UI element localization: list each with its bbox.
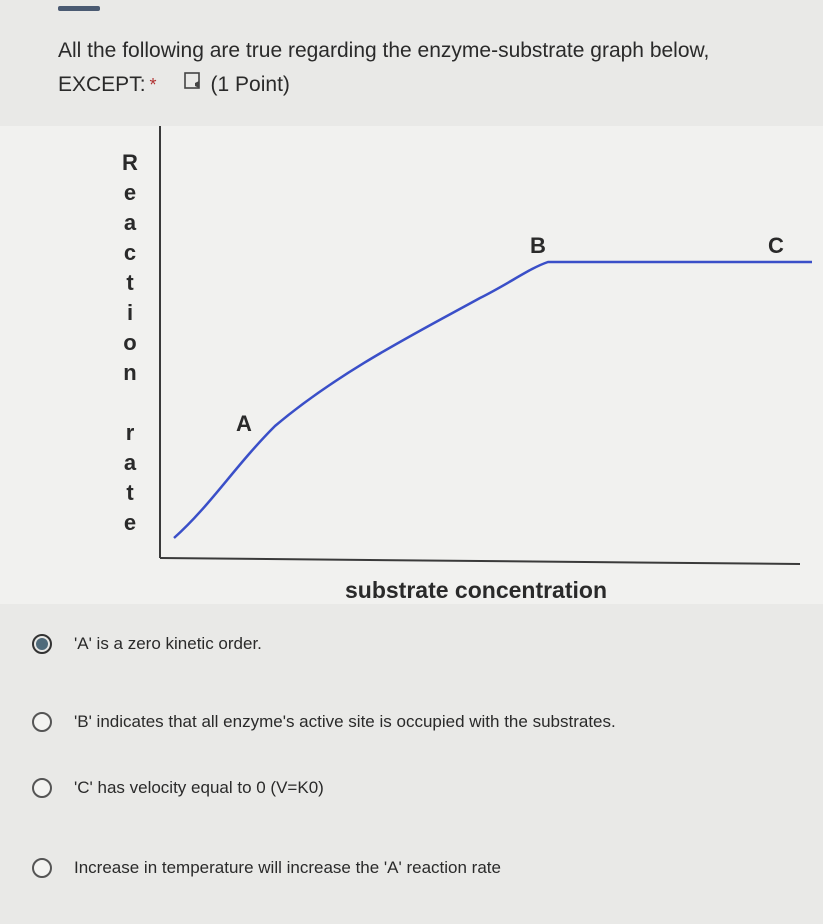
option-label: 'A' is a zero kinetic order.: [74, 634, 262, 653]
point-label-c: C: [768, 233, 784, 258]
radio-button[interactable]: [32, 778, 52, 798]
point-label-a: A: [236, 411, 252, 436]
x-axis-label: substrate concentration: [345, 577, 607, 603]
speaker-icon[interactable]: [183, 68, 203, 102]
y-letter: a: [123, 450, 137, 475]
radio-button[interactable]: [32, 712, 52, 732]
y-letter: e: [123, 180, 137, 205]
y-letter: i: [126, 300, 134, 325]
x-axis: [160, 558, 800, 564]
y-letter: r: [125, 420, 135, 445]
option-label: Increase in temperature will increase the 'A' reaction rate: [74, 858, 501, 877]
option-c[interactable]: [14, 770, 804, 806]
option-label: 'C' has velocity equal to 0 (V=K0): [74, 778, 324, 797]
radio-button[interactable]: [32, 634, 52, 654]
y-letter: c: [123, 240, 137, 265]
y-letter: a: [123, 210, 137, 235]
y-axis-label: [112, 148, 148, 538]
option-d[interactable]: [14, 850, 804, 886]
option-a[interactable]: [14, 626, 804, 662]
y-letter: o: [123, 330, 137, 355]
y-letter: e: [123, 510, 137, 535]
rate-curve: [174, 262, 812, 538]
question-text: All the following are true regarding the enzyme-substrate graph below, EXCEPT:: [58, 39, 710, 96]
y-letter: t: [126, 270, 134, 295]
top-accent-bar: [58, 6, 100, 11]
radio-button[interactable]: [32, 858, 52, 878]
point-label-b: B: [530, 233, 546, 258]
y-letter: R: [122, 150, 138, 175]
option-b[interactable]: [14, 704, 804, 740]
question-title: [58, 34, 778, 102]
y-letter: n: [123, 360, 137, 385]
y-letter: t: [126, 480, 134, 505]
required-mark: *: [149, 75, 157, 95]
radio-dot: [36, 638, 48, 650]
option-label: 'B' indicates that all enzyme's active site is occupied with the substrates.: [74, 712, 616, 731]
y-letter: [112, 388, 148, 418]
points-label: (1 Point): [210, 73, 290, 96]
